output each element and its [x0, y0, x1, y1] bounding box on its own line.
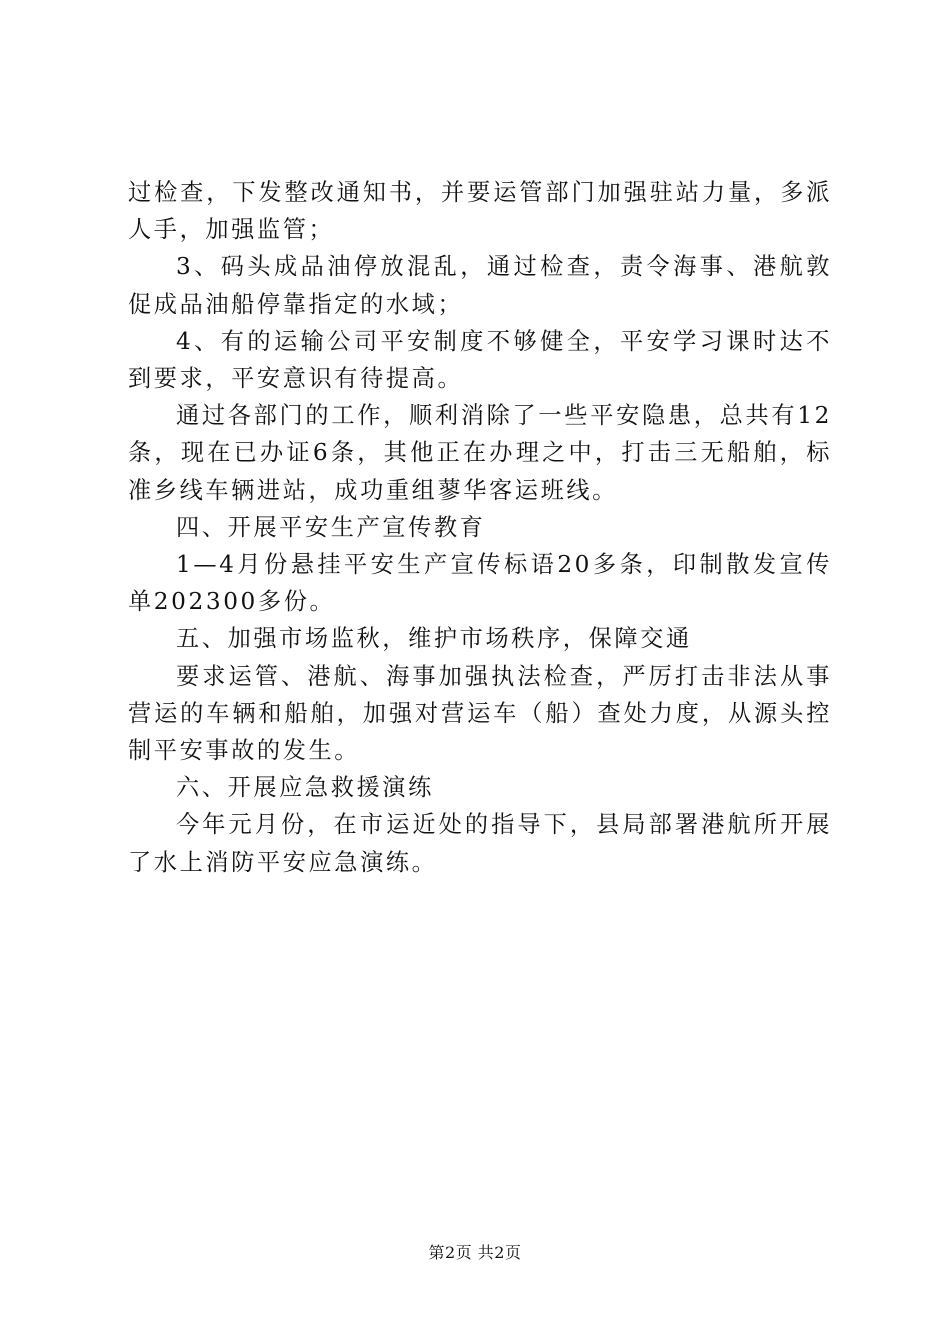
- page-number-footer: 第2页 共2页: [428, 1243, 522, 1262]
- paragraph-2: 3、码头成品油停放混乱，通过检查，责令海事、港航敦促成品油船停靠指定的水域；: [128, 253, 832, 318]
- section-heading-4: 四、开展平安生产宣传教育: [176, 513, 486, 541]
- paragraph-3: 4、有的运输公司平安制度不够健全，平安学习课时达不到要求，平安意识有待提高。: [128, 327, 832, 393]
- paragraph-7: 今年元月份，在市运近处的指导下，县局部署港航所开展了水上消防平安应急演练。: [128, 811, 832, 876]
- document-body: [128, 174, 832, 881]
- paragraph-5: 1—4月份悬挂平安生产宣传标语20多条，印制散发宣传单202300多份。: [128, 551, 832, 616]
- paragraph-4: 通过各部门的工作，顺利消除了一些平安隐患，总共有12条，现在已办证6条，其他正在办理之中，打击三无船舶，标准乡线车辆进站，成功重组蓼华客运班线。: [128, 402, 832, 504]
- section-heading-6: 六、开展应急救援演练: [176, 774, 434, 802]
- section-heading-5: 五、加强市场监秋，维护市场秩序，保障交通: [176, 625, 692, 653]
- paragraph-6: 要求运管、港航、海事加强执法检查，严厉打击非法从事营运的车辆和船舶，加强对营运车（船）查处力度，从源头控制平安事故的发生。: [128, 662, 832, 765]
- paragraph-1: 过检查，下发整改通知书，并要运管部门加强驻站力量，多派人手，加强监管；: [128, 179, 832, 244]
